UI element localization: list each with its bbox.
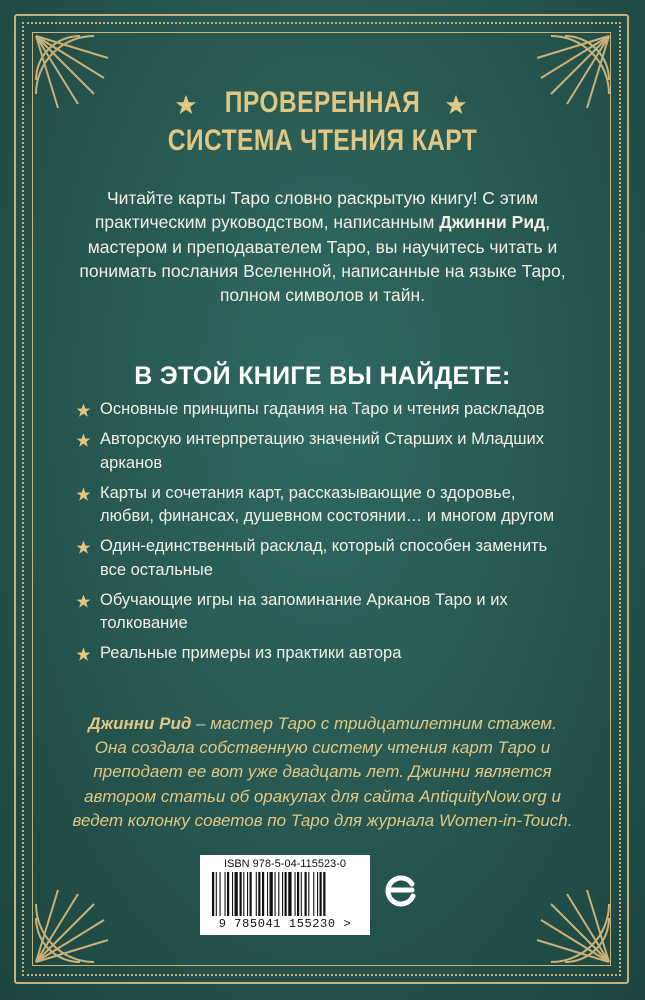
barcode-bar <box>225 872 226 916</box>
intro-text-pre: Читайте карты Таро словно раскрытую книгу! С этим практическим руководством, написанным <box>94 188 539 233</box>
barcode-bar <box>285 872 287 916</box>
star-bullet-icon <box>76 486 91 501</box>
barcode-bar <box>295 872 296 916</box>
feature-text: Реальные примеры из практики автора <box>100 644 402 662</box>
feature-text: Основные принципы гадания на Таро и чтения раскладов <box>100 400 545 418</box>
barcode-bar <box>212 872 214 916</box>
barcode-bar <box>323 872 325 916</box>
barcode-bar <box>267 872 268 916</box>
star-bullet-icon <box>76 539 91 554</box>
list-item <box>76 535 566 582</box>
feature-text: Авторскую интерпретацию значений Старших и Младших арканов <box>100 430 544 472</box>
barcode-bar <box>235 872 238 916</box>
barcode-bar <box>240 872 242 916</box>
feature-text: Обучающие игры на запоминание Арканов Таро и их толкование <box>100 590 508 632</box>
barcode-bar <box>216 872 217 916</box>
star-bullet-icon <box>76 402 91 417</box>
title-line-1: ПРОВЕРЕННАЯ <box>224 86 421 119</box>
star-bullet-icon <box>76 646 91 661</box>
author-bio <box>70 712 575 833</box>
barcode-bar <box>258 872 260 916</box>
barcode-bar <box>308 872 309 916</box>
barcode-bar <box>317 872 318 916</box>
feature-list <box>76 398 566 672</box>
barcode-bars <box>212 872 362 916</box>
barcode-bar <box>256 872 257 916</box>
barcode-digits: 9 785041 155230 > <box>218 917 352 931</box>
barcode-bar <box>313 872 314 916</box>
list-item <box>76 642 566 666</box>
intro-author-name: Джинни Рид <box>439 212 546 233</box>
barcode-bar <box>305 872 307 916</box>
isbn-label: ISBN 978-5-04-115523-0 <box>223 858 347 870</box>
section-heading: В ЭТОЙ КНИГЕ ВЫ НАЙДЕТЕ: <box>134 362 511 390</box>
intro-paragraph <box>60 186 585 307</box>
barcode-bar <box>297 872 299 916</box>
intro-text-post: , мастером и преподавателем Таро, вы научитесь читать и понимать послания Вселенной, написанные на языке Таро, полном символов и тайн. <box>79 212 566 306</box>
title-line-2: СИСТЕМА ЧТЕНИЯ КАРТ <box>167 124 478 157</box>
barcode-bar <box>270 872 273 916</box>
barcode-bar <box>275 872 276 916</box>
barcode-bar <box>247 872 248 916</box>
barcode <box>200 855 370 935</box>
barcode-bar <box>301 872 302 916</box>
barcode-bar <box>288 872 291 916</box>
star-bullet-icon <box>76 432 91 447</box>
barcode-bar <box>278 872 279 916</box>
barcode-bar <box>220 872 221 916</box>
barcode-bar <box>227 872 229 916</box>
barcode-bar <box>320 872 322 916</box>
bio-author-name: Джинни Рид <box>88 714 192 733</box>
corner-ornament-bottom-right <box>501 854 611 964</box>
list-item <box>76 398 566 422</box>
feature-text: Карты и сочетания карт, рассказывающие о здоровье, любви, финансах, душевном состоянии… и многом другом <box>100 483 555 525</box>
barcode-bar <box>243 872 244 916</box>
barcode-bar <box>282 872 283 916</box>
barcode-bar <box>262 872 264 916</box>
list-item <box>76 428 566 475</box>
barcode-bar <box>232 872 233 916</box>
publisher-logo-icon <box>382 872 418 908</box>
feature-text: Один-единственный расклад, который способен заменить все остальные <box>100 537 548 579</box>
list-item <box>76 482 566 529</box>
bio-text: – мастер Таро с тридцатилетним стажем. Она создала собственную систему чтения карт Таро и преподает ее вот уже двадцать лет. Джинни является автором статьи об оракулах для сайта AntiquityNow.org и ведет колонку советов по Таро для журнала Women-in-Touch. <box>72 714 573 830</box>
star-bullet-icon <box>76 593 91 608</box>
corner-ornament-bottom-left <box>34 854 144 964</box>
barcode-bar <box>250 872 252 916</box>
list-item <box>76 589 566 636</box>
